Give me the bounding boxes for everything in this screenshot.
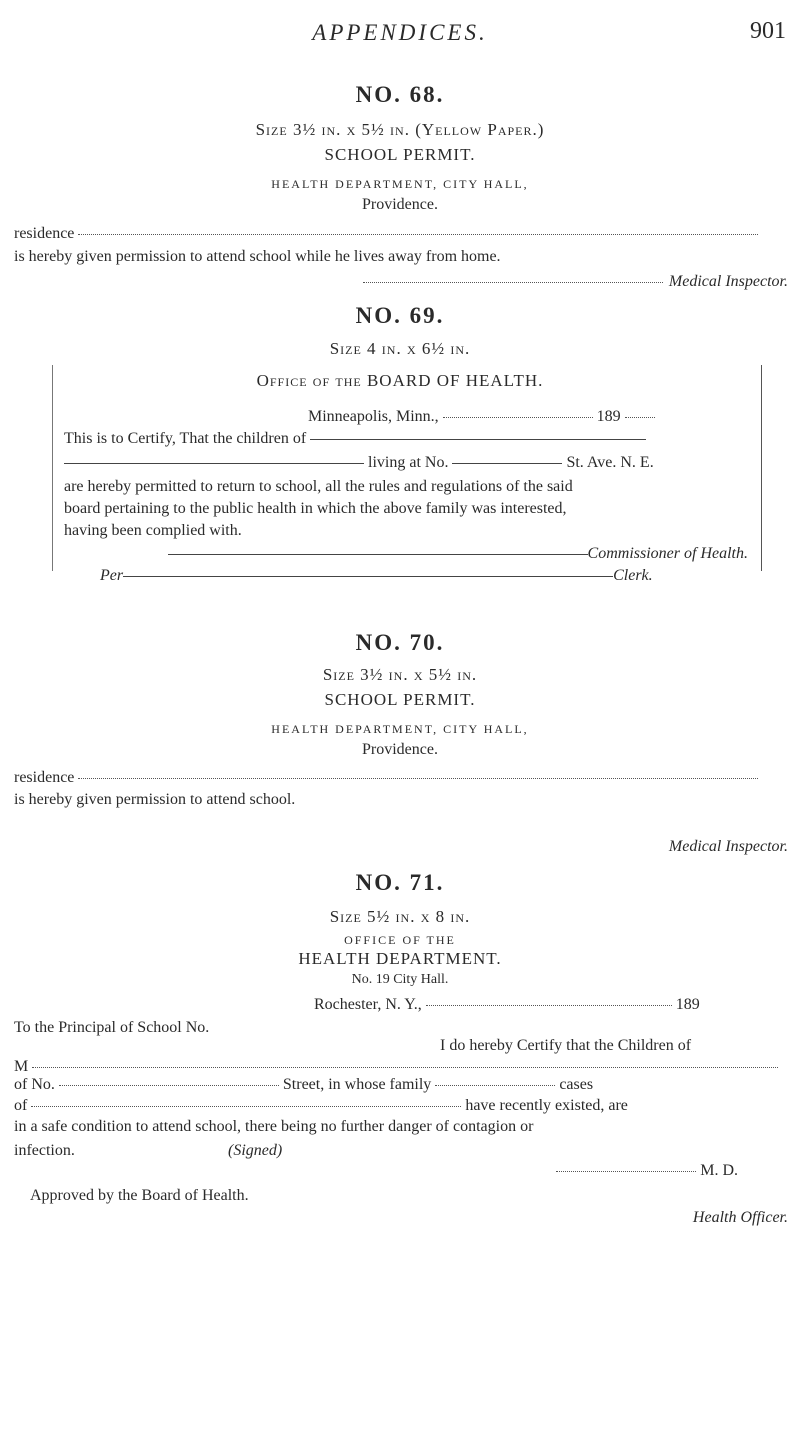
form-71-recently: have recently existed, are <box>465 1097 628 1114</box>
form-69-per: Per <box>100 567 124 584</box>
form-69-clerk: Clerk. <box>613 567 653 584</box>
form-71-md-line <box>556 1162 738 1180</box>
form-71-date-blank <box>426 1004 672 1006</box>
form-69-place: Minneapolis, Minn., <box>308 408 439 425</box>
form-70-signature: Medical Inspector. <box>668 838 788 855</box>
form-71-cases: cases <box>559 1076 594 1093</box>
form-71-street: Street, in whose family <box>282 1076 432 1093</box>
form-69-date-blank <box>443 416 593 418</box>
form-68-heading: NO. 68. <box>355 82 445 107</box>
form-70-department: HEALTH DEPARTMENT, CITY HALL, <box>271 722 529 736</box>
form-71-department: HEALTH DEPARTMENT. <box>298 949 502 968</box>
form-71-signed: (Signed) <box>228 1142 283 1159</box>
form-69-commissioner-line <box>168 545 748 563</box>
form-68-city: Providence. <box>362 196 438 213</box>
form-71-street-line <box>14 1076 593 1094</box>
form-68-size: Size 3½ in. x 5½ in. (Yellow Paper.) <box>255 120 545 139</box>
form-69-year-blank <box>625 416 655 418</box>
page-header-title: APPENDICES. <box>312 20 488 45</box>
form-71-m-line <box>14 1058 778 1076</box>
form-68-residence-label: residence <box>14 225 75 242</box>
form-68-signature <box>363 273 788 291</box>
form-69-name-blank <box>64 462 364 464</box>
form-68-signature-blank <box>363 281 663 283</box>
form-71-address: No. 19 City Hall. <box>351 972 449 987</box>
form-69-heading: NO. 69. <box>355 303 445 328</box>
form-71-family-blank <box>435 1084 555 1086</box>
form-71-heading: NO. 71. <box>355 870 445 895</box>
form-68-signature-label: Medical Inspector. <box>668 273 788 290</box>
form-71-disease-blank <box>31 1105 461 1107</box>
form-71-office: OFFICE OF THE <box>344 933 456 947</box>
form-71-infection: infection. <box>14 1142 75 1159</box>
form-69-living: living at No. <box>368 454 449 471</box>
form-68-department: HEALTH DEPARTMENT, CITY HALL, <box>271 177 529 191</box>
form-71-safe-line: in a safe condition to attend school, there being no further danger of contagion or <box>14 1118 534 1135</box>
form-69-address-line <box>64 454 654 472</box>
form-70-residence-label: residence <box>14 769 75 786</box>
form-71-place-line <box>314 996 700 1014</box>
form-71-m: M <box>14 1058 29 1075</box>
form-71-officer: Health Officer. <box>692 1209 788 1226</box>
form-68-title: SCHOOL PERMIT. <box>324 145 476 164</box>
form-70-residence-line <box>14 769 758 787</box>
form-71-to: To the Principal of School No. <box>14 1019 210 1036</box>
form-70-residence-blank <box>78 777 758 779</box>
form-68-residence-blank <box>78 233 758 235</box>
page-number: 901 <box>750 18 786 44</box>
form-69-commissioner: Commissioner of Health. <box>587 545 748 562</box>
form-71-of: of <box>14 1097 28 1114</box>
form-70-size: Size 3½ in. x 5½ in. <box>322 665 478 684</box>
form-68-permission-text: is hereby given permission to attend school while he lives away from home. <box>14 248 501 265</box>
form-70-heading: NO. 70. <box>355 630 445 655</box>
form-71-certify: I do hereby Certify that the Children of <box>440 1037 692 1054</box>
form-69-place-line <box>308 408 655 426</box>
form-69-text-line-3: are hereby permitted to return to school, all the rules and regulations of the said <box>64 478 573 495</box>
form-71-of-line <box>14 1097 628 1115</box>
form-69-children-blank <box>310 438 646 440</box>
form-69-street: St. Ave. N. E. <box>566 454 654 471</box>
form-69-office: Office of the BOARD OF HEALTH. <box>256 371 544 390</box>
form-69-text-line-4: board pertaining to the public health in which the above family was interested, <box>64 500 567 517</box>
form-70-permission-text: is hereby given permission to attend school. <box>14 791 296 808</box>
form-68-residence-line <box>14 225 758 243</box>
form-71-approved: Approved by the Board of Health. <box>30 1187 249 1204</box>
form-71-md-blank <box>556 1170 696 1172</box>
form-69-certify-text: This is to Certify, That the children of <box>64 430 307 447</box>
form-69-text-line-5: having been complied with. <box>64 522 242 539</box>
form-71-number-blank <box>59 1084 279 1086</box>
form-71-place: Rochester, N. Y., <box>314 996 422 1013</box>
form-71-m-blank <box>32 1066 778 1068</box>
form-71-md: M. D. <box>700 1162 738 1179</box>
form-69-year: 189 <box>596 408 621 425</box>
form-71-size: Size 5½ in. x 8 in. <box>329 907 471 926</box>
form-69-certify-line <box>64 430 646 448</box>
form-69-commissioner-blank <box>168 553 588 555</box>
form-71-to-line <box>14 1019 209 1037</box>
form-70-title: SCHOOL PERMIT. <box>324 690 476 709</box>
form-69-number-blank <box>452 462 562 464</box>
form-69-size: Size 4 in. x 6½ in. <box>329 339 471 358</box>
form-71-year: 189 <box>675 996 700 1013</box>
form-69-clerk-blank <box>123 575 613 577</box>
form-71-of-no: of No. <box>14 1076 55 1093</box>
form-70-city: Providence. <box>362 741 438 758</box>
form-69-per-line <box>100 567 653 585</box>
